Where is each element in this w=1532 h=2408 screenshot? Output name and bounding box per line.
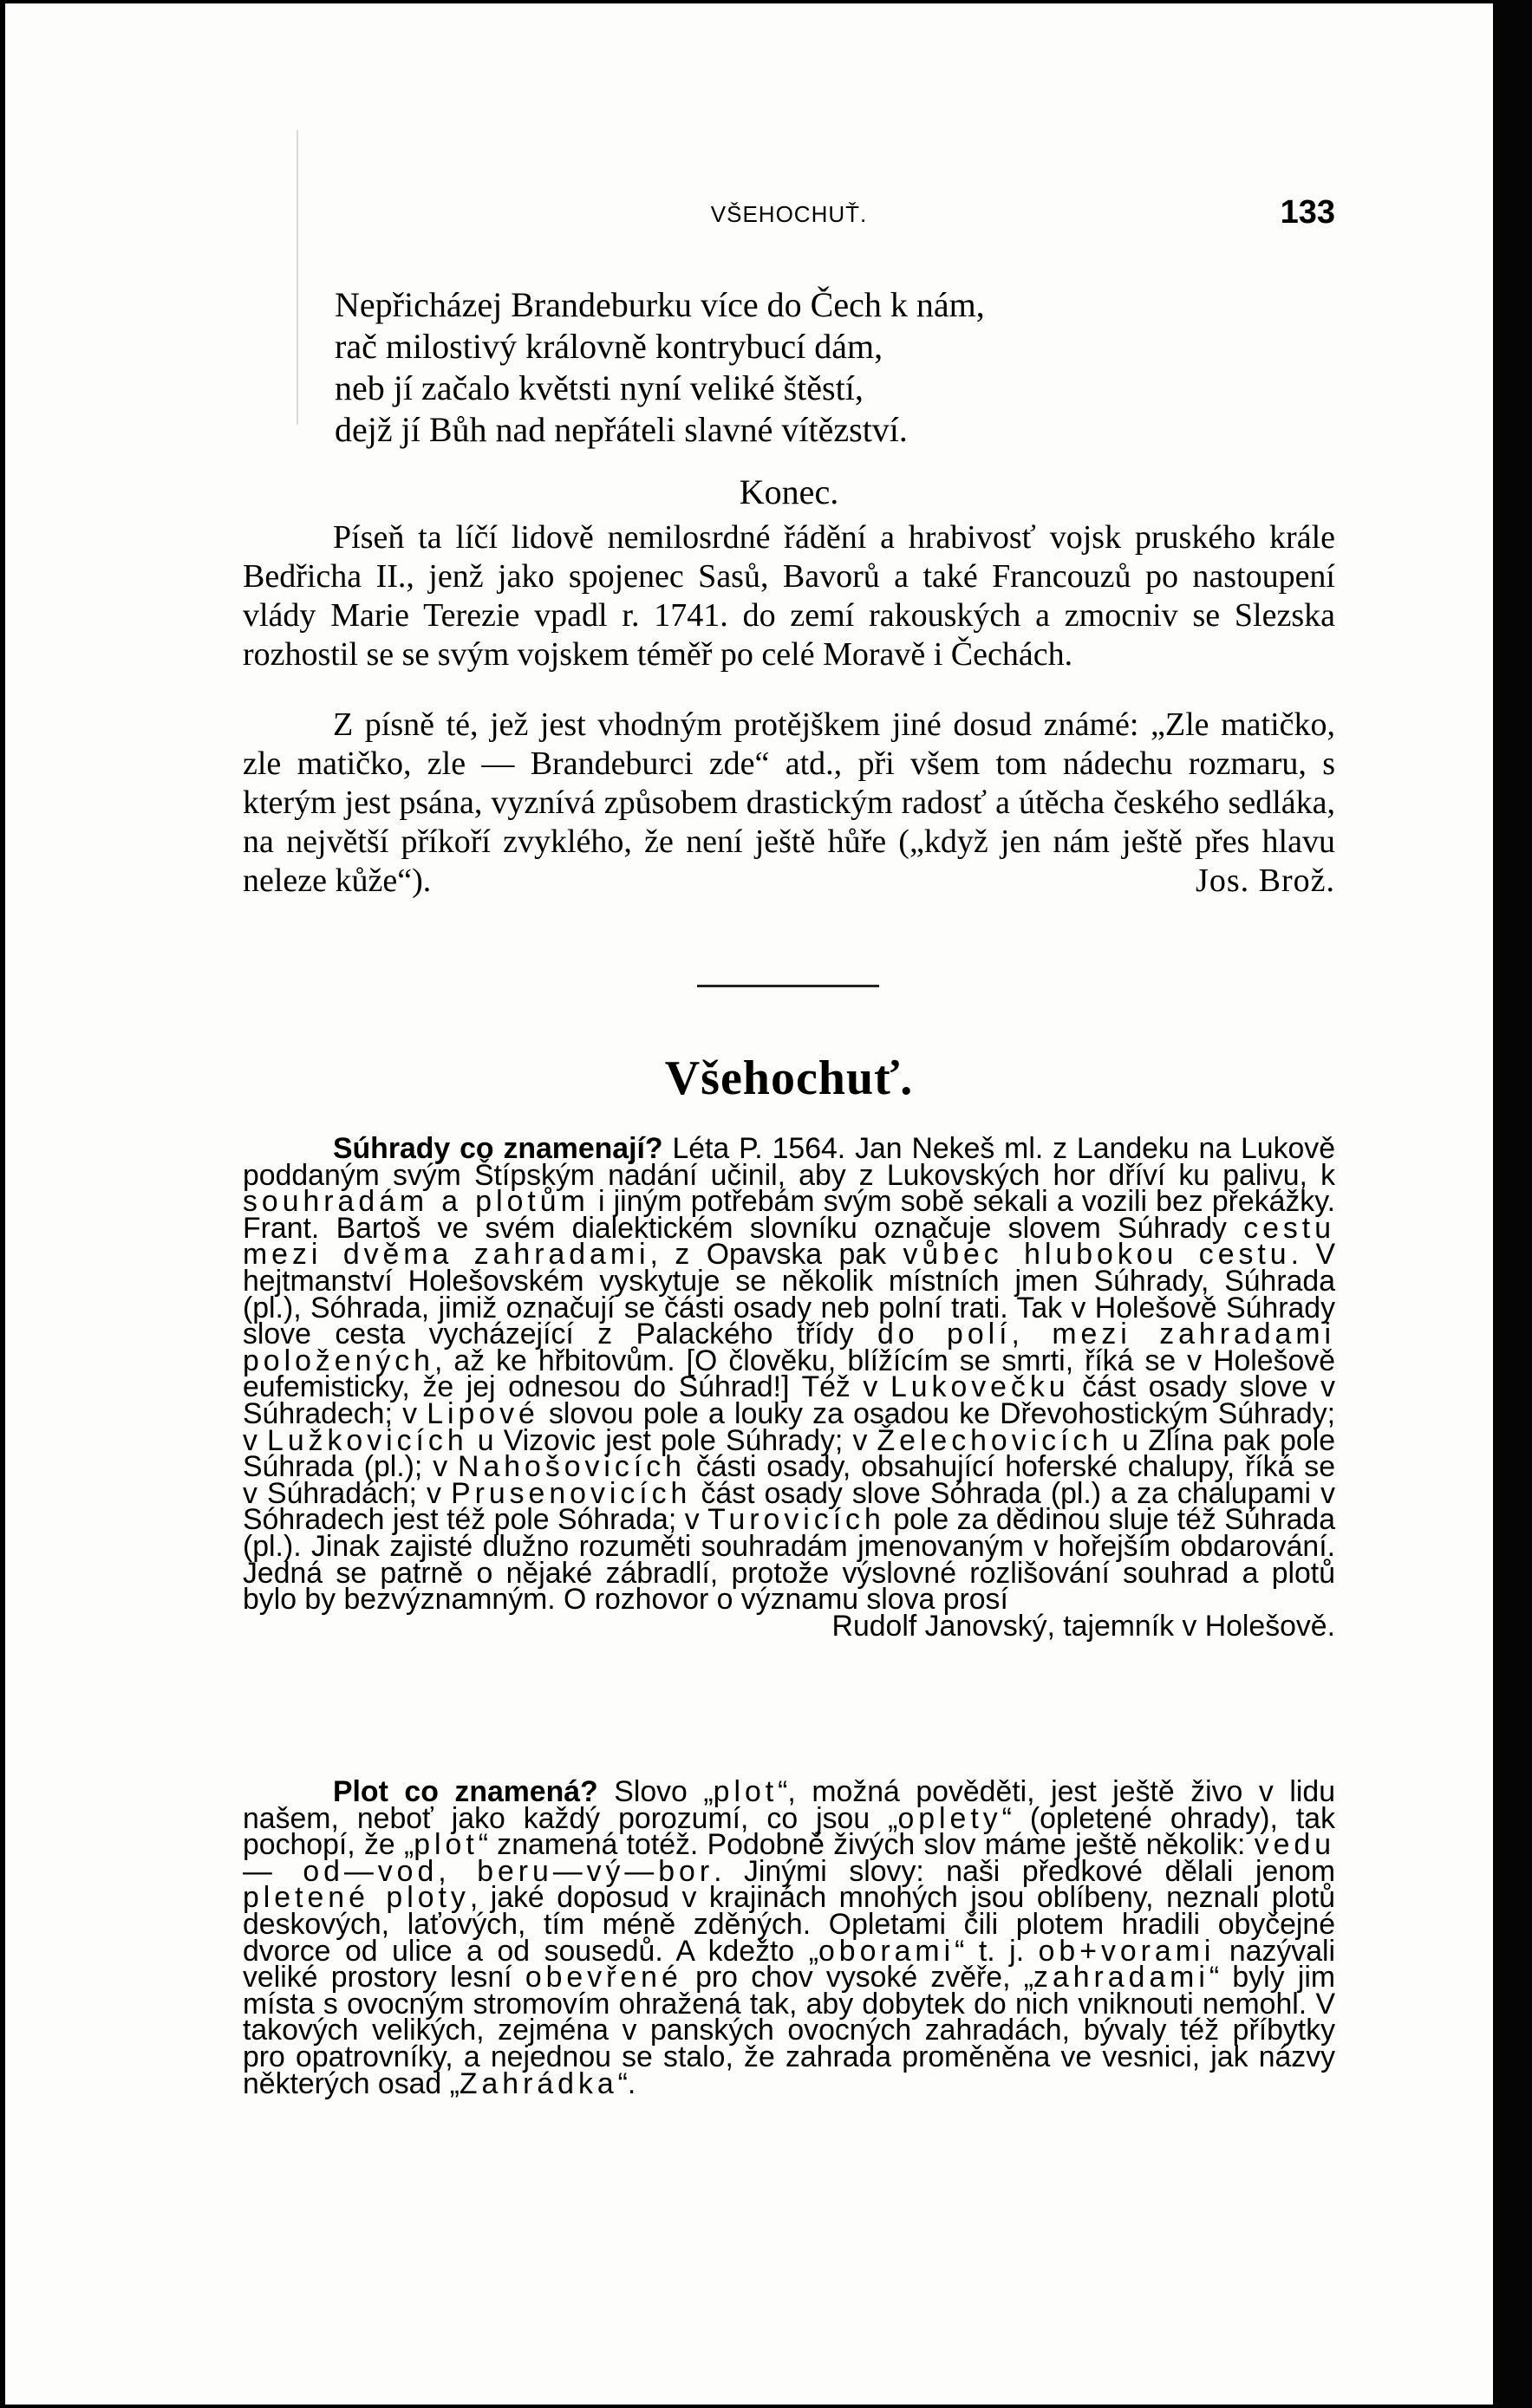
entry-attribution: Rudolf Janovský, tajemník v Holešově. (831, 1609, 1335, 1643)
entry-title: Plot co znamená? (333, 1775, 598, 1808)
entry-text: části osady, obsahující hoferské chalupy, říká se v Súhradách; v (243, 1450, 1335, 1510)
emphasized-text: cestu mezi dvěma zahradami (243, 1211, 1335, 1272)
emphasized-text: plot (713, 1775, 779, 1808)
entry-suhrady (243, 1132, 1335, 1643)
emphasized-text: vůbec hlubokou cestu (903, 1238, 1291, 1272)
entry-text: u Zlína pak pole Súhrada (pl.); v (243, 1423, 1335, 1484)
emphasized-text: oborami (818, 1934, 955, 1968)
entry-text: Slovo „ (597, 1775, 714, 1808)
emphasized-text: zahradami (1033, 1961, 1209, 1995)
entry-text: “ znamená totéž. Podobně živých slov máme ještě několik: (478, 1828, 1255, 1862)
author-signature: Jos. Brož. (1196, 862, 1335, 899)
poem-line: rač milostivý královně kontrybucí dám, (335, 327, 883, 366)
entry-text: , jaké doposud v krajinách mnohých jsou oblíbeny, neznali plotů deskových, laťových, tím méně zděných. Opletami čili plotem hradili obyčejné dvorce od ulice a od sousedů. A kdežto „ (243, 1881, 1335, 1968)
emphasized-text: ob+vorami (1038, 1934, 1216, 1968)
page-header (243, 194, 1335, 232)
entry-text: i jiným potřebám svým sobě sekali a vozili bez překážky. Frant. Bartoš ve svém dialektickém slovníku označuje slovem Súhrady (243, 1185, 1335, 1245)
section-divider (697, 985, 879, 987)
poem-line: dejž jí Bůh nad nepřáteli slavné vítězství. (335, 410, 908, 449)
poem-stanza (335, 284, 1288, 451)
entry-text: část osady slove Sóhrada (pl.) a za chalupami v Sóhradech jest též pole Sóhrada; v (243, 1476, 1335, 1537)
poem-ending: Konec. (739, 472, 839, 511)
entry-text: “ (opletené ohrady), tak pochopí, že „ (243, 1801, 1335, 1862)
emphasized-text: vedu — od—vod, beru—vý—bor (243, 1828, 1335, 1888)
entry-text: u Vizovic jest pole Súhrady; v (467, 1423, 877, 1457)
emphasized-place-name: Nahošovicích (458, 1450, 686, 1484)
entry-title: Súhrady co znamenají? (333, 1132, 663, 1165)
scan-edge (1493, 0, 1532, 2408)
page-number: 133 (1280, 194, 1335, 231)
entry-text: slovou pole a louky za osadou ke Dřevohostickým Súhrady; v (243, 1396, 1335, 1457)
emphasized-place-name: Lipové (427, 1396, 539, 1430)
entry-text: “. (617, 2066, 636, 2100)
commentary-text: Z písně té, jež jest vhodným protějškem jiné dosud známé: „Zle matičko, zle matičko, zle — Brandeburci zde“ atd., při všem tom nádechu rozmaru, s kterým jest psána, vyznívá způsobem drastickým radosť a útěcha českého sedláka, na největší příkoří zvyklého, že není ještě hůře („když jen nám ještě přes hlavu neleze kůže“). (243, 706, 1335, 899)
entry-text: pole za dědinou sluje též Súhrada (pl.). Jinak zajisté dlužno rozuměti souhradám jmenovaným v hořejším obdarování. Jedná se patrně o nějaké zábradlí, protože výslovné rozlišování souhrad a plotů bylo by bezvýznamným. O rozhovor o významu slova prosí (243, 1503, 1335, 1617)
emphasized-place-name: Prusenovicích (451, 1476, 692, 1510)
emphasized-text: pletené ploty (243, 1881, 470, 1915)
entry-plot (243, 1775, 1336, 2100)
emphasized-place-name: Želechovicích (877, 1423, 1113, 1457)
entry-text: “ byly jim místa s ovocným stromovím ohražená tak, aby dobytek do nich vniknouti nemohl. V takových velikých, zejména v panských ovocných zahradách, bývaly též příbytky pro opatrovníky, a nejednou se stalo, že zahrada proměněna ve vesnici, jak názvy některých osad „ (243, 1961, 1335, 2100)
entry-text: Léta P. 1564. Jan Nekeš ml. z Landeku na Lukově poddaným svým Štípským nadání učinil, aby z Lukovských hor dříví ku palivu, k (243, 1132, 1335, 1192)
entry-text: část osady slove v Súhradech; v (243, 1370, 1335, 1430)
entry-text: “ t. j. (955, 1934, 1039, 1968)
entry-text: , až ke hřbitovům. [O člověku, blížícím se smrti, říká se v Holešově eufemisticky, že jej odnesou do Súhrad!] Též v (243, 1344, 1335, 1404)
poem-line: neb jí začalo květsti nyní veliké štěstí, (335, 368, 864, 407)
emphasized-text: do polí, mezi zahradami položených (243, 1318, 1335, 1377)
entry-text: “, možná pověděti, jest ještě živo v lidu našem, neboť jako každý porozumí, co jsou „ (243, 1775, 1336, 1835)
section-title: Všehochuť. (664, 1051, 914, 1105)
poem-line: Nepřicházej Brandeburku více do Čech k nám, (335, 285, 985, 324)
entry-text: pro chov vysoké zvěře, „ (681, 1961, 1034, 1995)
running-head: VŠEHOCHUŤ. (710, 201, 868, 227)
entry-text: nazývali veliké prostory lesní (243, 1934, 1336, 1995)
emphasized-text: obevřené (525, 1961, 682, 1995)
emphasized-place-name: Zahrádka (459, 2066, 618, 2100)
emphasized-text: plot (414, 1828, 479, 1862)
commentary-paragraph (243, 706, 1335, 901)
emphasized-place-name: Turovicích (707, 1503, 885, 1537)
emphasized-text: souhradám a plotům (243, 1185, 590, 1219)
emphasized-place-name: Lužkovicích (267, 1423, 468, 1457)
entry-text: , z Opavska pak (649, 1238, 903, 1272)
emphasized-place-name: Lukovečku (890, 1370, 1070, 1404)
commentary-paragraph: Píseň ta líčí lidově nemilosrdné řádění a hrabivosť vojsk pruského krále Bedřicha II., jenž jako spojenec Sasů, Bavorů a také Francouzů po nastoupení vlády Marie Terezie vpadl r. 1741. do zemí rakouských a zmocniv se Slezska rozhostil se se svým vojskem téměř po celé Moravě i Čechách. (243, 519, 1335, 673)
scan-artifact-line (297, 130, 298, 425)
entry-text: . V hejtmanství Holešovském vyskytuje se několik místních jmen Súhrady, Súhrada (pl.), Sóhrada, jimiž označují se části osady neb polní trati. Tak v Holešově Súhrady slove cesta vycházející z Palackého třídy (243, 1238, 1335, 1351)
entry-text: . Jinými slovy: naši předkové dělali jenom (714, 1854, 1335, 1888)
emphasized-text: oplety (897, 1801, 1002, 1835)
